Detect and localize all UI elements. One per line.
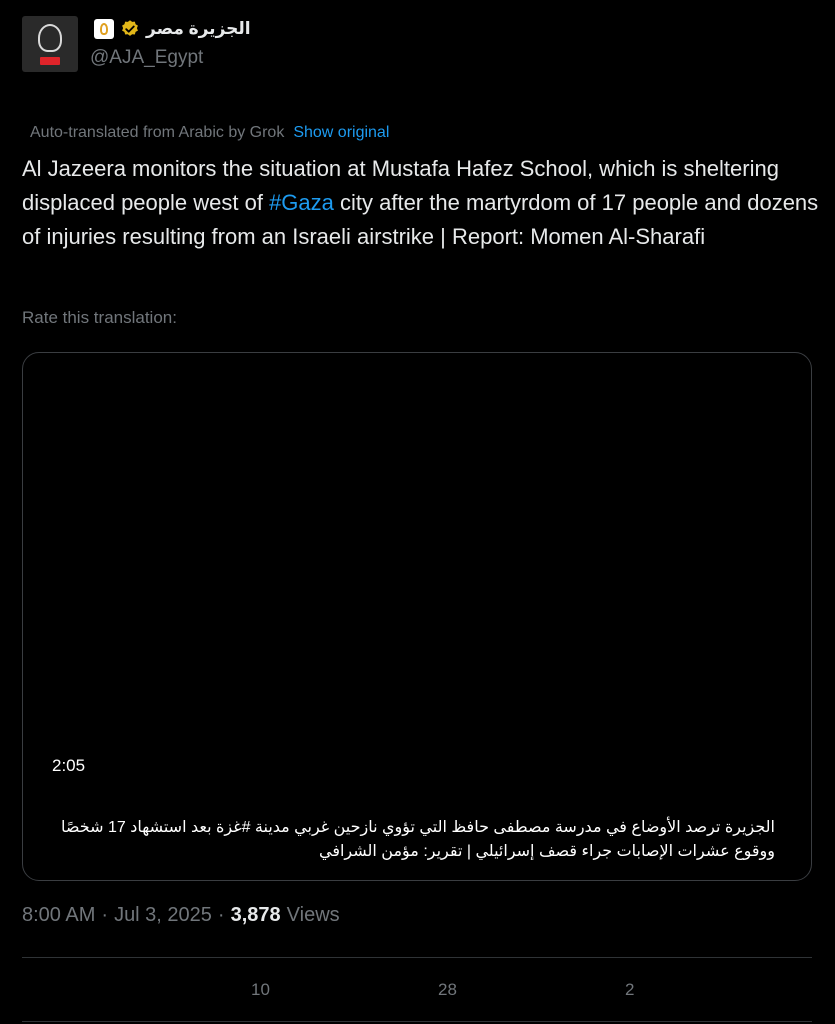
verified-badge-icon[interactable] <box>120 19 140 39</box>
divider <box>22 1021 812 1022</box>
translation-note: Auto-translated from Arabic by Grok <box>30 124 285 141</box>
tweet-text <box>22 152 822 254</box>
tweet-date[interactable]: Jul 3, 2025 <box>114 904 212 926</box>
rate-translation-label: Rate this translation: <box>22 308 177 327</box>
views-count: 3,878 <box>230 904 281 926</box>
user-handle[interactable]: @AJA_Egypt <box>90 47 204 68</box>
avatar[interactable] <box>22 16 78 72</box>
reply-count[interactable]: 10 <box>251 980 270 999</box>
hashtag-link[interactable]: #Gaza <box>269 190 334 215</box>
al-jazeera-logo-icon <box>38 24 62 52</box>
tweet-time[interactable]: 8:00 AM <box>22 904 96 926</box>
name-row <box>90 16 251 42</box>
video-duration: 2:05 <box>52 756 86 775</box>
tweet-text-part-1: Al Jazeera monitors the situation at Mustafa Hafez School, which is sheltering displaced people west of <box>22 156 779 215</box>
translation-row <box>30 124 389 142</box>
show-original-link[interactable]: Show original <box>293 124 390 141</box>
affiliate-badge-icon[interactable] <box>94 19 114 39</box>
meta-separator: · <box>101 904 109 926</box>
meta-separator: · <box>217 904 225 926</box>
tweet-text-part-2: city after the martyrdom of 17 people and dozens of injuries resulting from an Israeli airstrike | Report: Momen Al-Sharafi <box>22 190 819 249</box>
tweet-header <box>22 16 251 72</box>
author-names <box>90 16 251 69</box>
repost-count[interactable]: 28 <box>438 980 457 999</box>
display-name[interactable]: الجزيرة مصر <box>146 19 251 38</box>
logo-red-tag <box>40 57 60 65</box>
views-label: Views <box>286 904 340 926</box>
tweet-meta <box>22 904 340 927</box>
like-count[interactable]: 2 <box>625 980 635 999</box>
divider <box>22 957 812 958</box>
video-player[interactable] <box>22 352 812 881</box>
video-caption: الجزيرة ترصد الأوضاع في مدرسة مصطفى حافظ التي تؤوي نازحين غربي مدينة #غزة بعد استشهاد 17 شخصًا ووقوع عشرات الإصابات جراء قصف إسرائيلي | تقرير: مؤمن الشرافي <box>61 819 775 860</box>
